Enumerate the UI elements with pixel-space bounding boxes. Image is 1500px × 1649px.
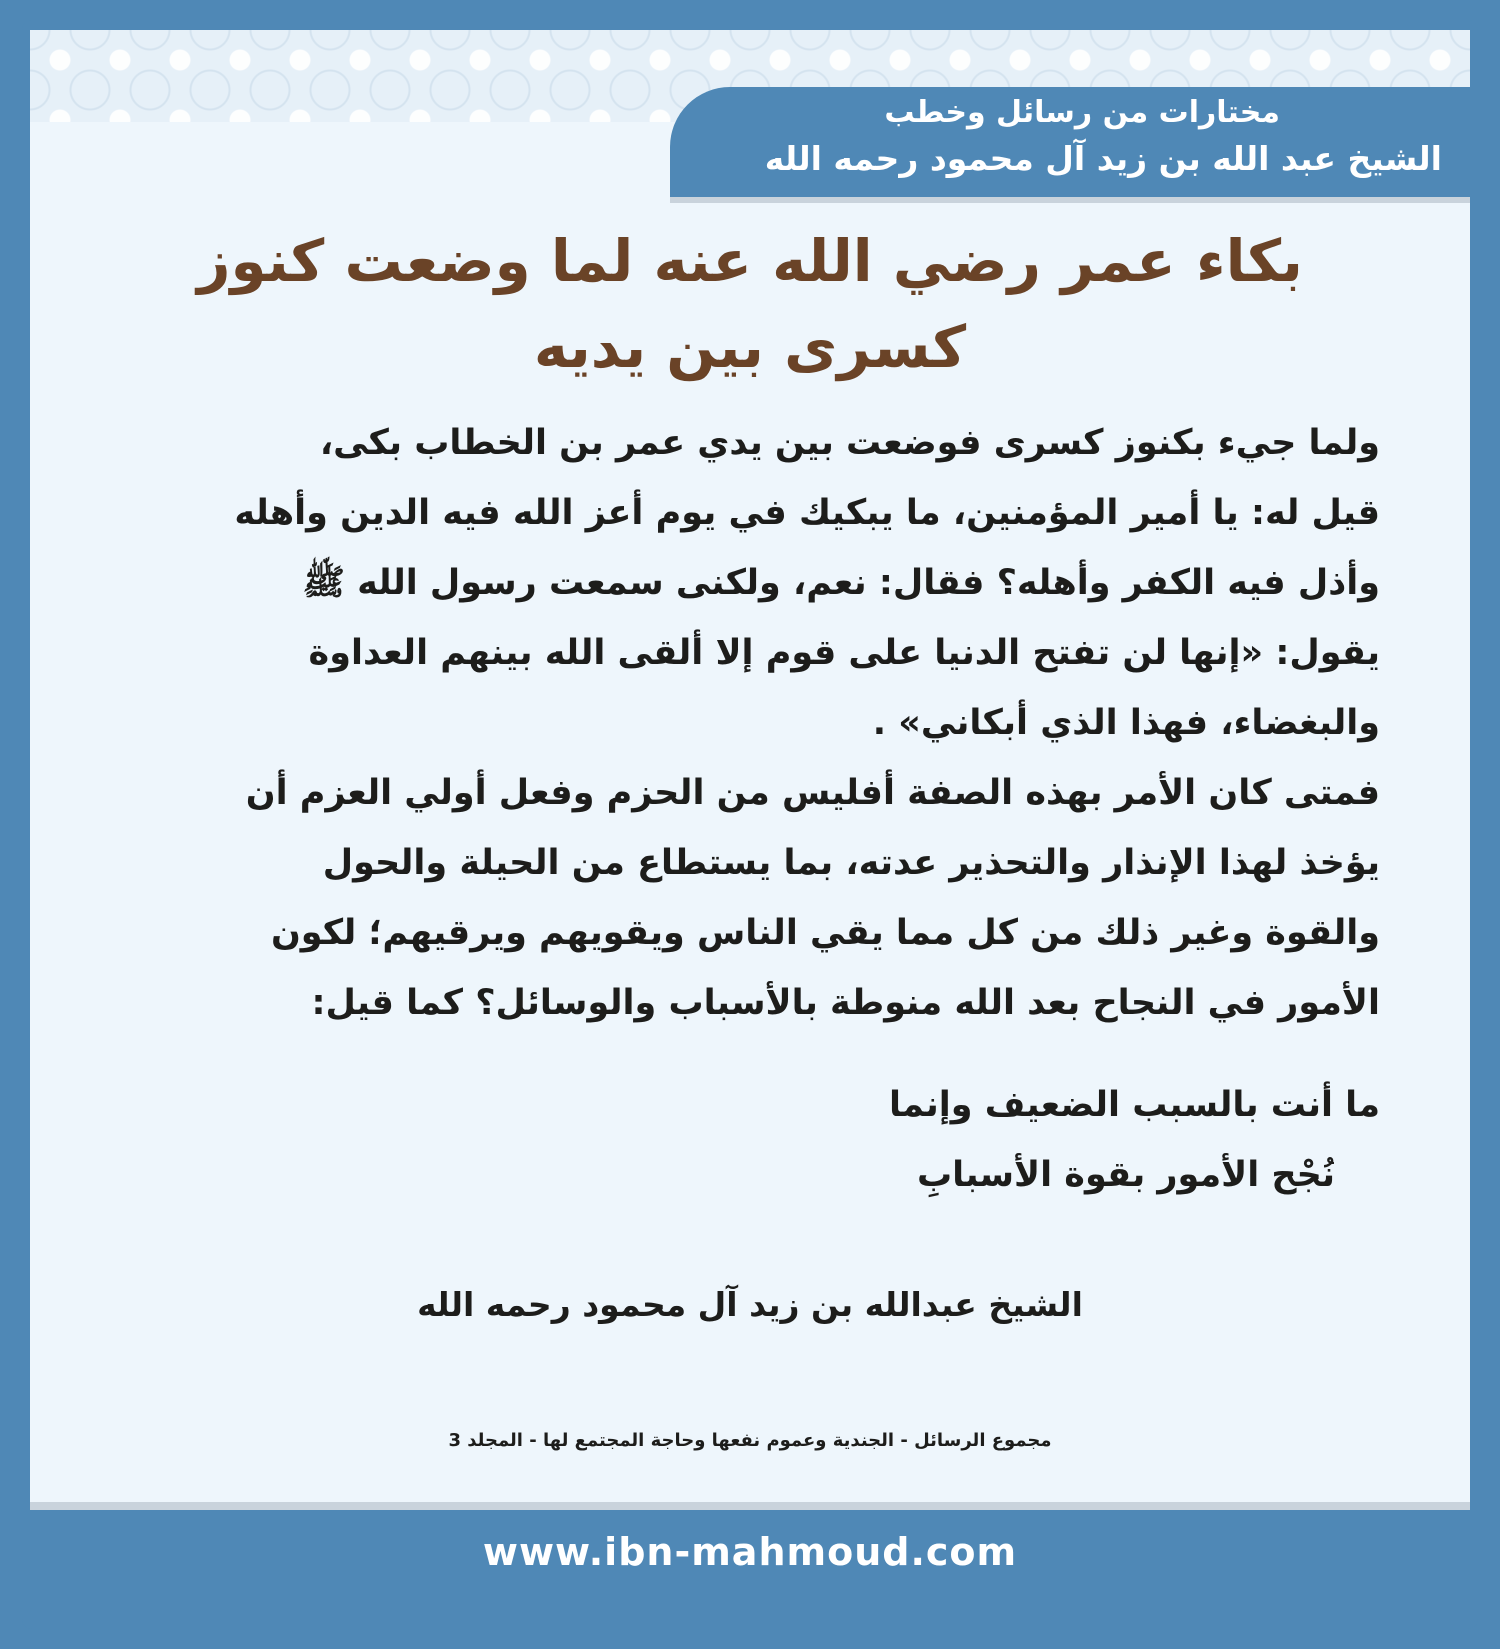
- verse-line-1: ما أنت بالسبب الضعيف وإنما: [889, 1085, 1380, 1125]
- content-panel: [30, 30, 1470, 1502]
- text-line: فمتى كان الأمر بهذه الصفة أفليس من الحزم وفعل أولي العزم أن: [245, 773, 1380, 813]
- header-banner: [670, 87, 1470, 197]
- verse-line-2: نُجْح الأمور بقوة الأسبابِ: [917, 1155, 1335, 1195]
- author-signature: الشيخ عبدالله بن زيد آل محمود رحمه الله: [417, 1285, 1083, 1324]
- paragraph-2: [140, 758, 1380, 1038]
- text-line: يؤخذ لهذا الإنذار والتحذير عدته، بما يستطاع من الحيلة والحول: [322, 843, 1380, 883]
- website-link[interactable]: www.ibn-mahmoud.com: [482, 1530, 1018, 1574]
- text-line: قيل له: يا أمير المؤمنين، ما يبكيك في يوم أعز الله فيه الدين وأهله: [234, 493, 1380, 533]
- title-line-2: كسرى بين يديه: [533, 313, 967, 381]
- article-title: [150, 218, 1350, 390]
- text-line: وأذل فيه الكفر وأهله؟ فقال: نعم، ولكنى سمعت رسول الله ﷺ: [302, 563, 1380, 603]
- title-line-1: بكاء عمر رضي الله عنه لما وضعت كنوز: [197, 227, 1303, 295]
- poetry-verse: [140, 1070, 1380, 1210]
- header-subtitle: مختارات من رسائل وخطب: [884, 95, 1280, 130]
- text-line: يقول: «إنها لن تفتح الدنيا على قوم إلا ألقى الله بينهم العداوة: [308, 633, 1380, 673]
- text-line: الأمور في النجاح بعد الله منوطة بالأسباب والوسائل؟ كما قيل:: [311, 983, 1380, 1023]
- source-citation: مجموع الرسائل - الجندية وعموم نفعها وحاجة المجتمع لها - المجلد 3: [448, 1430, 1052, 1451]
- text-line: ولما جيء بكنوز كسرى فوضعت بين يدي عمر بن الخطاب بكى،: [319, 423, 1380, 463]
- article-body: [140, 408, 1380, 1038]
- paragraph-1: [140, 408, 1380, 758]
- text-line: والقوة وغير ذلك من كل مما يقي الناس ويقويهم ويرقيهم؛ لكون: [270, 913, 1380, 953]
- header-author: الشيخ عبد الله بن زيد آل محمود رحمه الله: [764, 139, 1442, 178]
- footer-divider: [30, 1502, 1470, 1510]
- text-line: والبغضاء، فهذا الذي أبكاني» .: [872, 703, 1380, 743]
